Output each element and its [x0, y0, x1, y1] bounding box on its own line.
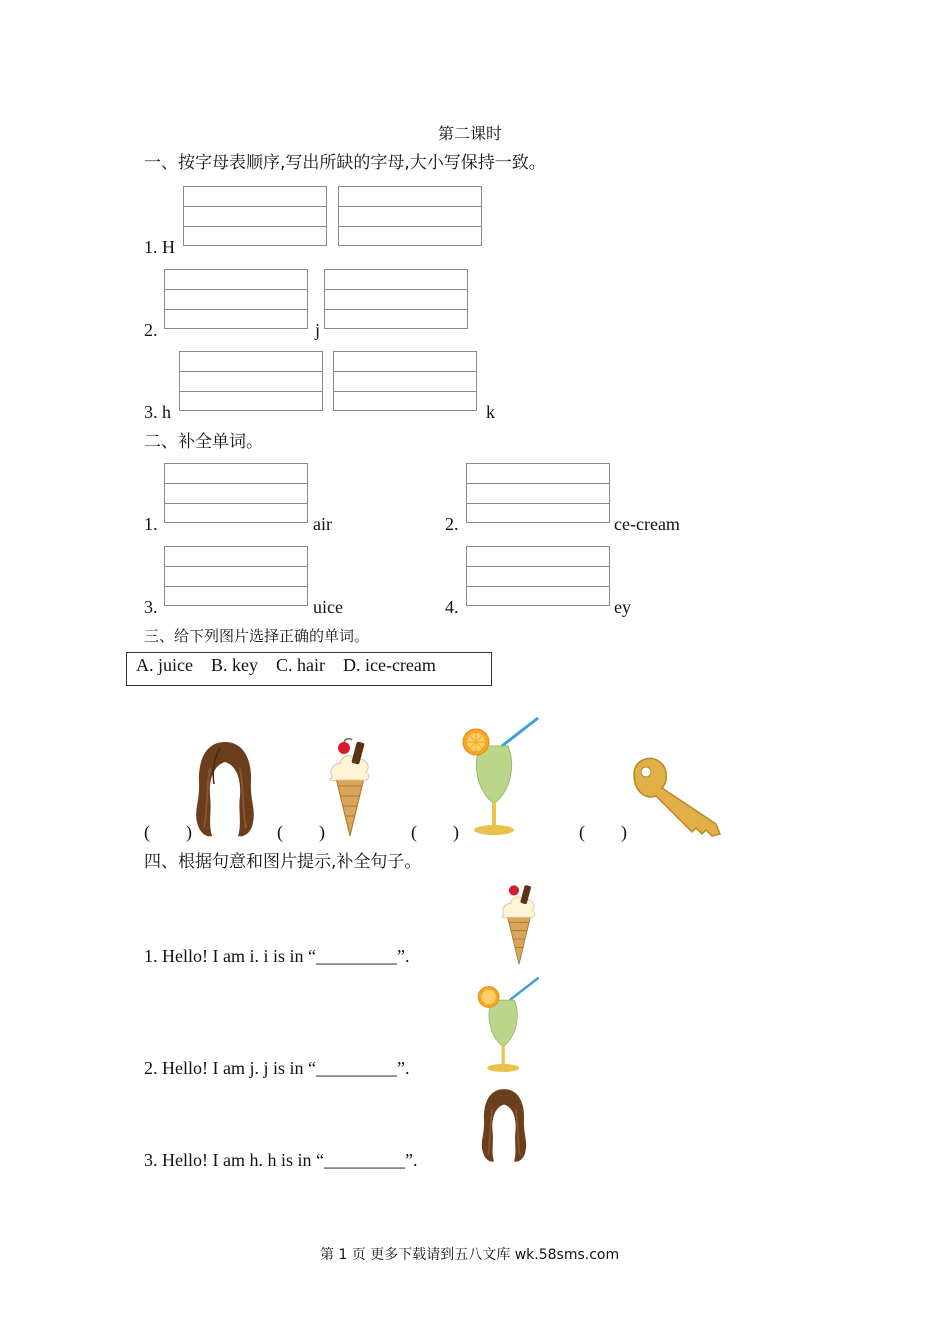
- s1-item3-blank2[interactable]: [333, 351, 477, 411]
- juice-hint-picture: [474, 976, 542, 1076]
- s2-item3-number: 3.: [144, 597, 158, 617]
- section1-heading: 一、按字母表顺序,写出所缺的字母,大小写保持一致。: [144, 153, 546, 173]
- s1-item3-blank1[interactable]: [179, 351, 323, 411]
- options-text: A. juice B. key C. hair D. ice-cream: [136, 655, 436, 675]
- hair-picture: [190, 738, 260, 842]
- s1-item3-number: 3. h: [144, 402, 171, 422]
- s1-item2-blank1[interactable]: [164, 269, 308, 329]
- s1-item2-letter: j: [315, 320, 321, 340]
- answer-blank-3[interactable]: ( ): [411, 822, 459, 842]
- s1-item2-number: 2.: [144, 320, 158, 340]
- s2-item1-suffix: air: [313, 514, 332, 534]
- answer-blank-2[interactable]: ( ): [277, 822, 325, 842]
- page-title: 第二课时: [438, 124, 503, 143]
- s1-item2-blank2[interactable]: [324, 269, 468, 329]
- ice-cream-picture: [326, 738, 374, 838]
- page-footer: 第 1 页 更多下载请到五八文库 wk.58sms.com: [320, 1247, 620, 1263]
- s2-item4-suffix: ey: [614, 597, 631, 617]
- s1-item1-blank2[interactable]: [338, 186, 482, 246]
- answer-blank-4[interactable]: ( ): [579, 822, 627, 842]
- section4-heading: 四、根据句意和图片提示,补全句子。: [144, 852, 422, 872]
- s2-item4-number: 4.: [445, 597, 459, 617]
- sentence-2: 2. Hello! I am j. j is in “_________”.: [144, 1058, 410, 1078]
- s2-item1-number: 1.: [144, 514, 158, 534]
- sentence-3: 3. Hello! I am h. h is in “_________”.: [144, 1150, 418, 1170]
- s2-item2-suffix: ce-cream: [614, 514, 680, 534]
- section3-heading: 三、给下列图片选择正确的单词。: [144, 627, 370, 645]
- s1-item3-letter: k: [486, 402, 495, 422]
- answer-blank-1[interactable]: ( ): [144, 822, 192, 842]
- s2-item1-blank[interactable]: [164, 463, 308, 523]
- hair-hint-picture: [476, 1086, 532, 1166]
- s2-item2-number: 2.: [445, 514, 459, 534]
- s2-item2-blank[interactable]: [466, 463, 610, 523]
- ice-cream-hint-picture: [498, 882, 540, 966]
- section2-heading: 二、补全单词。: [144, 432, 263, 452]
- s2-item4-blank[interactable]: [466, 546, 610, 606]
- s1-item1-number: 1. H: [144, 237, 175, 257]
- s2-item3-suffix: uice: [313, 597, 343, 617]
- key-picture: [628, 754, 728, 842]
- sentence-1: 1. Hello! I am i. i is in “_________”.: [144, 946, 410, 966]
- s1-item1-blank1[interactable]: [183, 186, 327, 246]
- juice-picture: [458, 716, 542, 840]
- s2-item3-blank[interactable]: [164, 546, 308, 606]
